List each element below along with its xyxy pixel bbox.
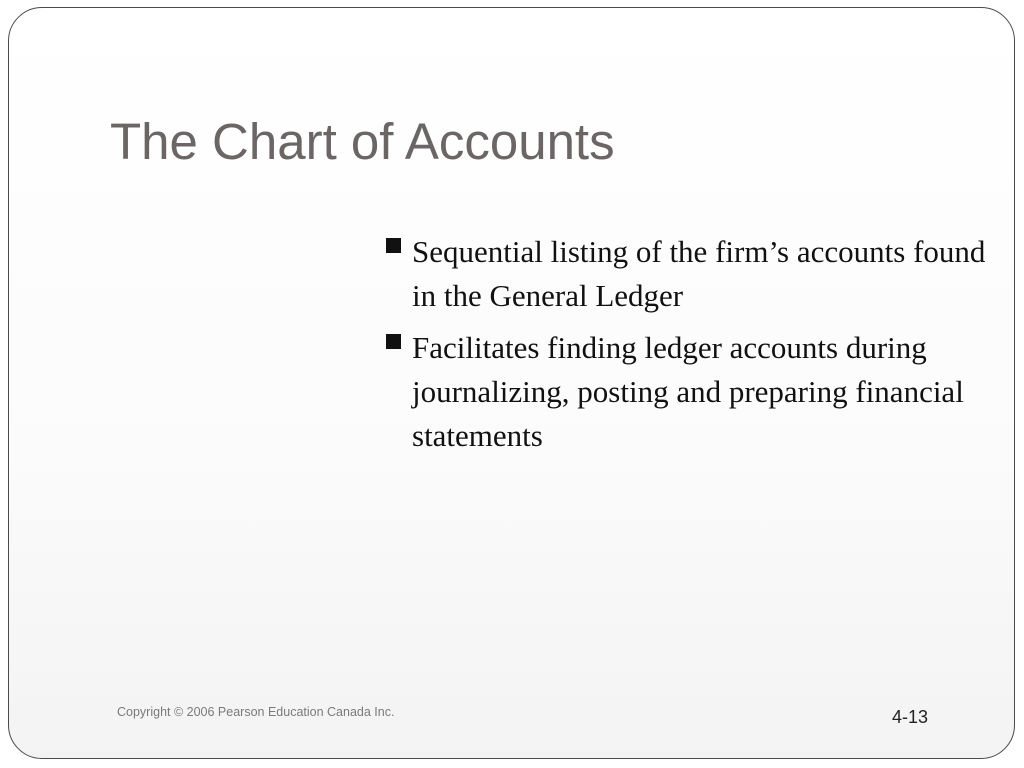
square-bullet-icon xyxy=(386,334,401,349)
square-bullet-icon xyxy=(386,238,401,253)
bullet-list xyxy=(384,230,1009,466)
slide xyxy=(8,7,1015,759)
bullet-item xyxy=(384,230,1009,318)
bullet-item xyxy=(384,326,1009,458)
bullet-text: Facilitates finding ledger accounts during journalizing, posting and preparing financial statements xyxy=(412,330,964,453)
page-number: 4-13 xyxy=(891,707,928,727)
bullet-text: Sequential listing of the firm’s accounts found in the General Ledger xyxy=(412,234,986,313)
footer-copyright: Copyright © 2006 Pearson Education Canada Inc. xyxy=(117,705,395,719)
slide-title: The Chart of Accounts xyxy=(110,113,615,170)
